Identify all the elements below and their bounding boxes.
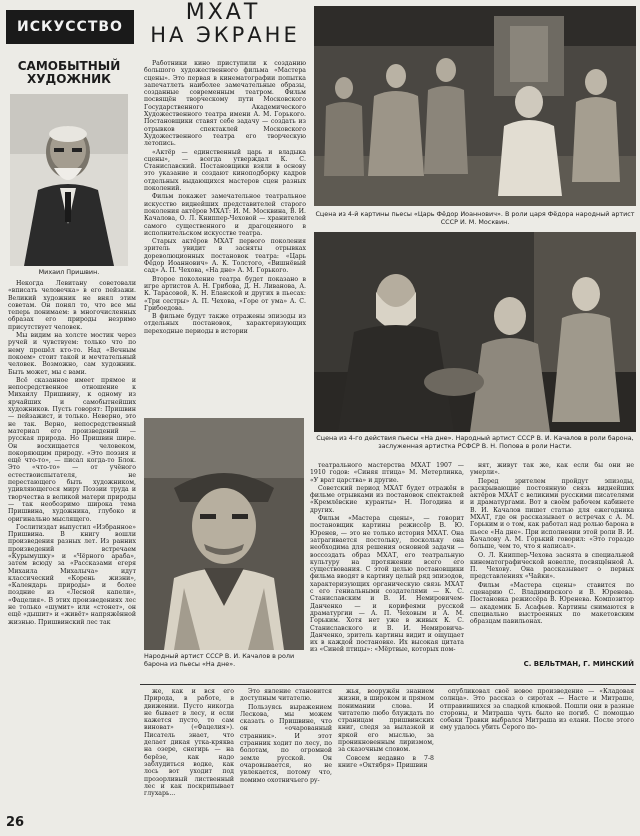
text-paragraph: «Актёр — единственный царь и владыка сцены», — всегда утверждал К. С. Станиславский. Постановщики взяли в основу это указание и создают киноподборку кадров отдельных выдающихся мастеров сцен разных поколений. (144, 148, 306, 193)
prishvin-text-column-2 (144, 688, 234, 828)
text-paragraph: Фильм «Мастера сцены» ставится по сценарию С. Владимирского и В. Юренева. Постановка режиссёра В. Юренева. Композитор — академик Б. Асафьев. Картины снимаются в специально выстроенных по макетовским образцам павильонах. (470, 581, 634, 626)
text-paragraph: Фильм покажет замечательное театральное искусство виднейших представителей старого поколения актёров МХАТ: И. М. Москвина, В. И. Качалова, О. Л. Книппер-Чеховой — хранителей самого существенного и драгоценного в исполнительском искусстве театра. (144, 193, 306, 237)
prishvin-text-column-5 (440, 688, 634, 828)
text-paragraph: же, как и вся его Природа, в работе, в движении. Пусто никогда не бывает в лесу, и если кажется пусто, то сам виноват» («Фацелия»). Писатель знает, что делает дикая утка-кряква на озере, снегирь — на берёзе, как надо заблудиться водке, как лось вот уходит под прозорливый лиственный лес и как поскрипывает глухарь... (144, 688, 234, 798)
text-paragraph: О. Л. Книппер-Чехова заснята в специальной кинематографической новелле, посвящённой А. П. Чехову. Она рассказывает о первых представлениях «Чайки». (470, 551, 634, 581)
text-paragraph: театрального мастерства МХАТ 1907 — 1910 годов: «Синяя птица» М. Метерлинка, «У врат царства» и другие. (310, 462, 464, 484)
caption-tsar-fyodor: Сцена из 4-й картины пьесы «Царь Фёдор Иоаннович». В роли царя Фёдора народный артист СССР И. М. Москвин. (315, 210, 635, 226)
text-paragraph: Некогда Левитану советовали «вписать человечка» в его пейзажи. Великий художник не внял этим советам. Он понял то, что все мы теперь понимаем: в многочисленных образах его природы незримо присутствует человек. (8, 280, 136, 331)
headline-line-2: НА ЭКРАНЕ (150, 23, 300, 47)
text-paragraph: Фильм «Мастера сцены», — говорит постановщик картины режиссёр В. Ю. Юренев, — это не только история МХАТ. Она затрагивается постольку, поскольку она необходима для решения основной задачи — воссоздать образ МХАТ, его театральную культуру на протяжении всего его существования. С этой целью постановщики фильма вводят в картину целый ряд эпизодов, характеризующих органическую связь МХАТ с его гениальными создателями — К. С. Станиславским и В. И. Немировичем-Данченко — и корифеями русской драматургии — А. П. Чеховым и А. М. Горьким. Хотя нет уже в живых К. С. Станиславского и В. И. Немировича-Данченко, зритель картины видит и ощущает их в каждой постановке. Их высокая цитата из «Синей птицы»: «Мёртвые, которых пом- (310, 515, 464, 654)
mkhat-signature: С. ВЕЛЬТМАН, Г. МИНСКИЙ (523, 660, 634, 668)
page-number: 26 (6, 815, 25, 830)
caption-na-dne: Сцена из 4-го действия пьесы «На дне». Народный артист СССР В. И. Качалов в роли барона, заслуженная артистка РСФСР В. Н. Попова в роли Насти. (316, 434, 634, 450)
text-paragraph: Перед зрителем пройдут эпизоды, раскрывающие постоянную связь виднейших актёров МХАТ с великими русскими писателями и драматургами. Вот в своём рабочем кабинете В. И. Качалов пишет статью для ежегодника МХАТ, где он рассказывает о встречах с А. М. Горьким и о том, как работал над ролью барона в пьесе «На дне». При исполнении этой роли В. И. Качалову А. М. Горький говорил: «Это гораздо больше, чем то, что я написал». (470, 477, 634, 551)
text-paragraph: Старых актёров МХАТ первого поколения зритель увидит в засняты отрывках дореволюционных постановок театра: «Царь Фёдор Иоаннович» А. К. Толстого, «Вишнёвый сад» А. П. Чехова, «На дне» А. М. Горького. (144, 238, 306, 275)
tsar-fyodor-scene-photo (314, 6, 636, 206)
prishvin-text-column-4 (338, 688, 434, 828)
text-paragraph: нят, живут так же, как если бы они не умерли». (470, 462, 634, 477)
prishvin-text-column-3 (240, 688, 332, 828)
text-paragraph: Пользуясь выражением Лескова, мы можем сказать о Пришвине, что он «очарованный странник». И этот странник ходит по лесу, по болотам, по огромной земле русской. Он очаровывается, но не увлекается, потому что, помимо охотничьего ру- (240, 703, 332, 784)
mkhat-text-column-right (470, 462, 634, 658)
mkhat-text-column-mid (310, 462, 464, 676)
bottom-rule (140, 684, 636, 685)
kachalov-baron-photo (144, 418, 304, 650)
section-label: ИСКУССТВО (6, 10, 134, 44)
headline-line-1: МХАТ (185, 0, 261, 25)
prishvin-portrait-photo (10, 94, 128, 266)
na-dne-scene-photo (314, 232, 636, 432)
text-paragraph: жья, вооружён знанием жизни, в широком и прямом понимании слова. И читателю любо блуждать по страницам пришвинских книг, следя за вылазкой и яркой его мыслью, за проникновенным лиризмом, за сказочным словом. (338, 688, 434, 754)
text-paragraph: Второе поколение театра будет показано в игре артистов А. Н. Грибова, Д. Н. Ливанова, А. К. Тарасовой, К. Н. Еланской и других в пьесах: «Три сестры» А. П. Чехова, «Горе от ума» А. С. Грибоедова. (144, 275, 306, 312)
text-paragraph: Работники кино приступили к созданию большого художественного фильма «Мастера сцены». Это первая в кинематографии попытка запечатлеть наиболее замечательные образы, созданные современным театром. Фильм посвящён творческому пути Московского Государственного Академического Художественного театра имени А. М. Горького. Постановщики ставят себе задачу — создать из отрывков спектаклей Московского Художественного театра его творческую летопись. (144, 60, 306, 148)
prishvin-text-column-1 (8, 280, 136, 812)
text-paragraph: Совсем недавно в 7-8 книге «Октября» Пришвин (338, 754, 434, 769)
text-paragraph: опубликовал своё новое произведение — «Кладовая солнца». Это рассказ о сиротах — Насте и Митраше, отправившихся за сладкой клюквой. Пошли они в разные стороны, и Митраша чуть было не погиб. С помощью собаки Травки выбрался Митраша из елани. После этого ему удалось убить Серого по- (440, 688, 634, 732)
text-paragraph: Всё сказанное имеет прямое и непосредственное отношение к Михаилу Пришвину, к одному из ярчайших и самобытнейших художников. Пусть говорят: Пришвин — пейзажист, и только. Неверно, это не так. Верно, непосредственный материал его произведений — русская природа. Но Пришвин шире. Он восхищается человеком, покоряющим природу. «Это поэзия и ещё что-то», — писал когда-то Блок. Это «что-то» — от учёного естествоиспытателя, не перестающего быть художником, удивляющегося миру Поэзии труда и творчества в великой матери природы — так необозримо широка тема Пришвина, художника, глубоко и оригинально мыслящего. (8, 376, 136, 523)
text-paragraph: Мы видим на холсте мостик через ручей и чувствуем: только что по нему прошёл кто-то. Над «Вечным покоем» стоит такой и мечтательный человек. Возможно, сам художник. Быть может, мы с вами. (8, 332, 136, 376)
text-paragraph: Это явление становится доступным читателю. (240, 688, 332, 703)
text-paragraph: Советский период МХАТ будет отражён в фильме отрывками из постановок спектаклей «Кремлёвские куранты» Н. Погодина и других. (310, 484, 464, 514)
article-subhead: САМОБЫТНЫЙ ХУДОЖНИК (17, 59, 121, 86)
text-paragraph: Гослитиздат выпустил «Избранное» Пришвина. В книгу вошли произведения разных лет. Из ранних произведений встречаем «Курымушку» и «Чёрного араба», затем всюду за «Рассказами егеря Михаила Михалыча» идут классический «Корень жизни», «Календарь природы» и более поздние из «Лесной капели», «Фацелия». В этих произведениях лес не только «шумит» или «стонет», он ещё «дышит» и «живёт» напряжённой жизнью. Пришвинский лес так (8, 523, 136, 626)
caption-prishvin: Михаил Пришвин. (38, 268, 100, 276)
text-paragraph: В фильме будут также отражены эпизоды из отдельных постановок, характеризующих переходные периоды в истории (144, 313, 306, 335)
caption-kachalov: Народный артист СССР В. И. Качалов в роли барона из пьесы «На дне». (144, 652, 295, 668)
mkhat-text-column-top (144, 60, 306, 458)
